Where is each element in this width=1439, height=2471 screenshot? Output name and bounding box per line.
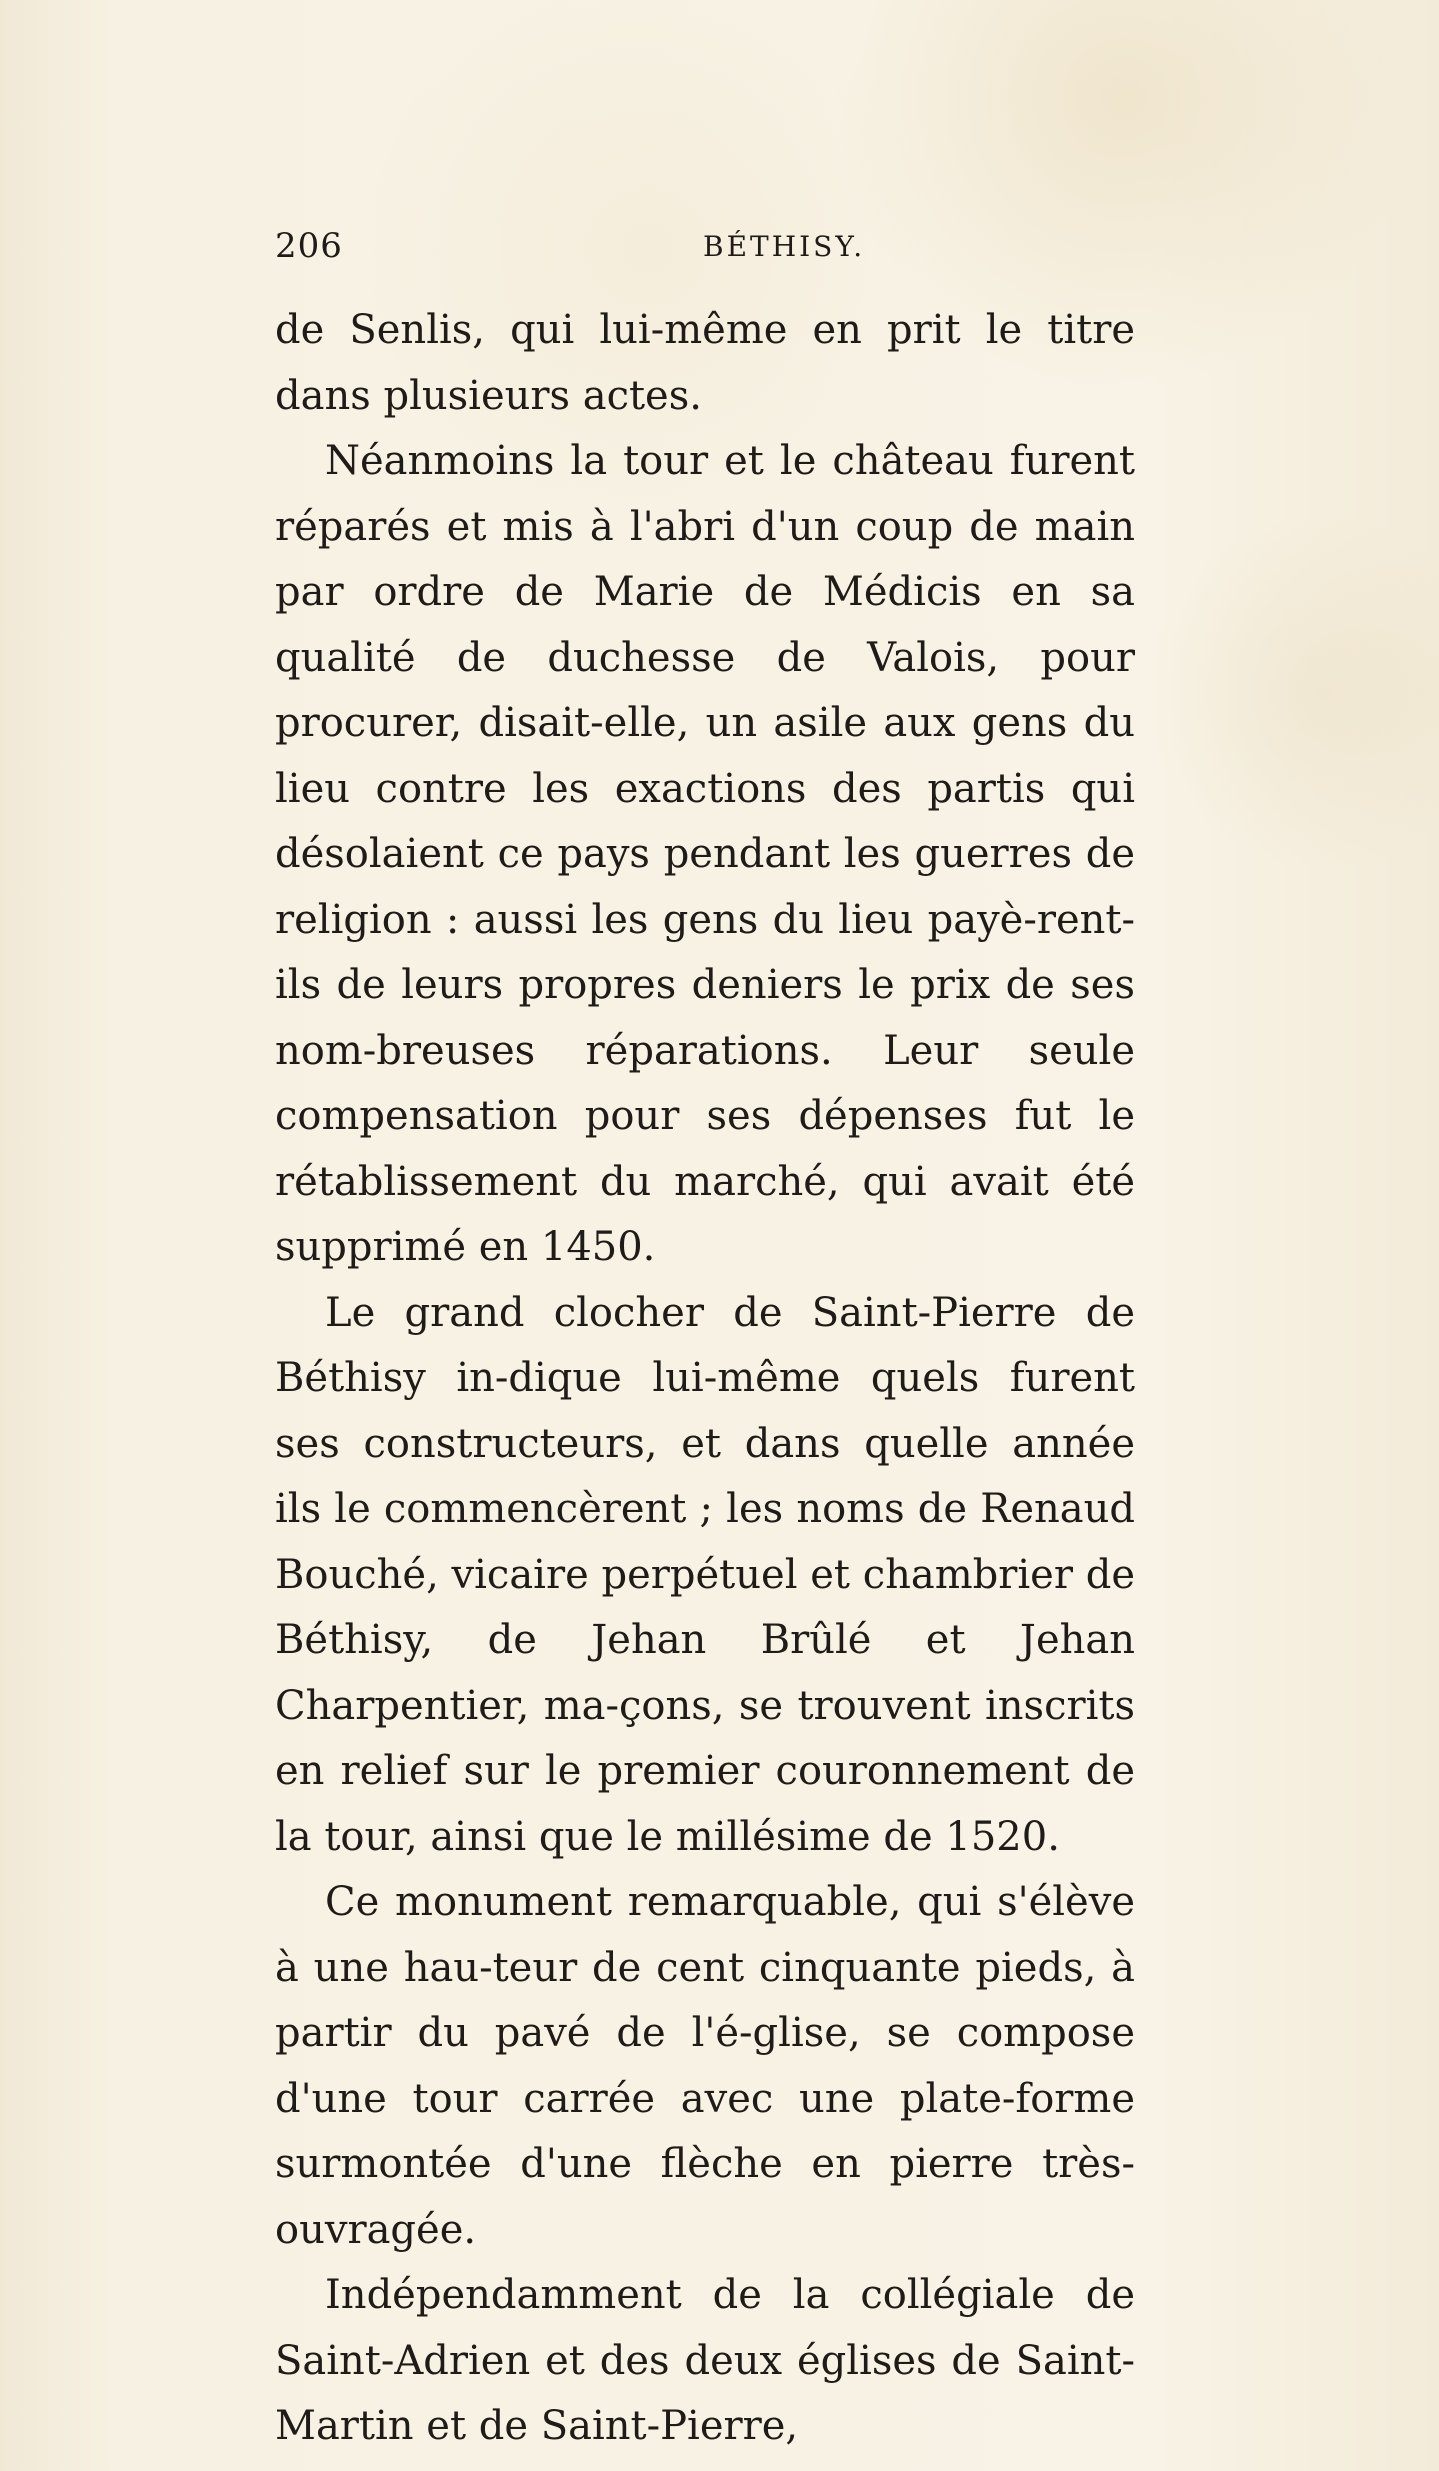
page-number: 206 — [275, 226, 343, 266]
paragraph: Ce monument remarquable, qui s'élève à une hau-teur de cent cinquante pieds, à partir du pavé de l'é-glise, se compose d'une tour carrée avec une plate-forme surmontée d'une flèche en pierre très-ouvragée. — [275, 1879, 1135, 2253]
page-header — [275, 226, 1135, 276]
paragraph: Le grand clocher de Saint-Pierre de Béthisy in-dique lui-même quels furent ses constructeurs, et dans quelle année ils le commencèrent ; les noms de Renaud Bouché, vicaire perpétuel et chambrier de Béthisy, de Jehan Brûlé et Jehan Charpentier, ma-çons, se trouvent inscrits en relief sur le premier couronnement de la tour, ainsi que le millésime de 1520. — [275, 1289, 1135, 1860]
body-text — [275, 298, 1135, 2460]
running-head: BÉTHISY. — [703, 230, 866, 263]
paragraph: Néanmoins la tour et le château furent réparés et mis à l'abri d'un coup de main par ordre de Marie de Médicis en sa qualité de duchesse de Valois, pour procurer, disait-elle, un asile aux gens du lieu contre les exactions des partis qui désolaient ce pays pendant les guerres de religion : aussi les gens du lieu payè-rent-ils de leurs propres deniers le prix de ses nom-breuses réparations. Leur seule compensation pour ses dépenses fut le rétablissement du marché, qui avait été supprimé en 1450. — [275, 438, 1135, 1270]
paragraph: Indépendamment de la collégiale de Saint-Adrien et des deux églises de Saint-Martin et de Saint-Pierre, — [275, 2272, 1135, 2449]
paragraph-continuation: de Senlis, qui lui-même en prit le titre dans plusieurs actes. — [275, 307, 1135, 419]
